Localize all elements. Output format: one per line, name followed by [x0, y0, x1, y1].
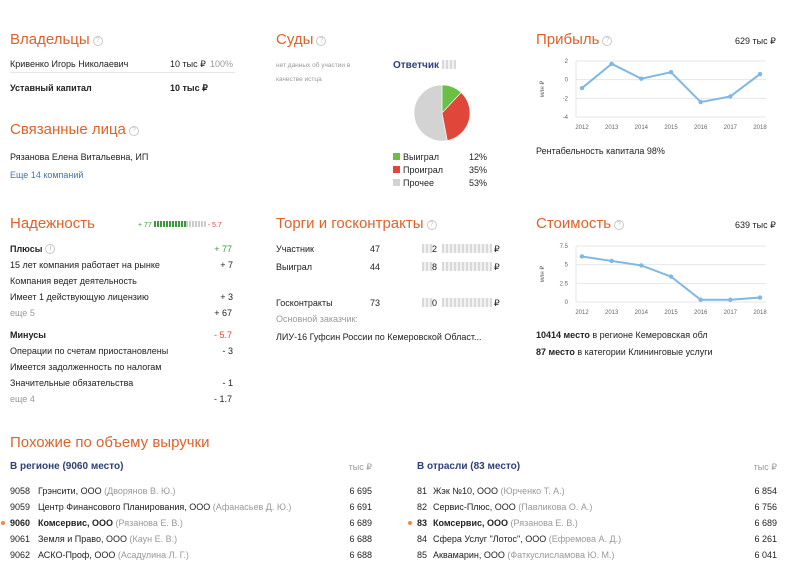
- company-director: (Ефремова А. Д.): [546, 534, 622, 544]
- reliability-item-text: Значительные обязательства: [10, 378, 134, 388]
- y-axis-label: млн ₽: [540, 265, 546, 283]
- x-tick-label: 2015: [664, 310, 678, 316]
- minus-more-value: - 1.7: [213, 394, 232, 404]
- series-line: [582, 64, 760, 102]
- plus-list: [10, 260, 233, 308]
- defendant-label: Ответчик: [393, 60, 456, 71]
- x-tick-label: 2017: [723, 125, 738, 131]
- blurred-value: [442, 60, 456, 69]
- y-axis-label: млн ₽: [540, 80, 546, 98]
- reliability-item[interactable]: [10, 362, 233, 378]
- profit-chart: [536, 55, 776, 135]
- y-tick-label: 0: [564, 77, 568, 84]
- similar-rank: 84: [417, 534, 428, 544]
- data-point[interactable]: [669, 274, 673, 278]
- tender-sum: 2: [432, 244, 438, 254]
- courts-title: Суды ?: [276, 31, 326, 48]
- x-tick-label: 2017: [723, 310, 738, 316]
- profit-title: Прибыль ?: [536, 31, 612, 48]
- similar-revenue: 6 688: [349, 534, 372, 544]
- similar-company[interactable]: [433, 502, 592, 512]
- pie-slice-3[interactable]: [414, 85, 447, 141]
- company-director: (Рязанова Е. В.): [113, 518, 183, 528]
- similar-row[interactable]: [10, 518, 372, 534]
- similar-row[interactable]: [10, 550, 372, 566]
- tender-count: 73: [370, 298, 381, 308]
- courts-legend: [393, 152, 493, 191]
- similar-revenue: 6 688: [349, 550, 372, 560]
- current-marker: [408, 521, 412, 525]
- data-point[interactable]: [639, 263, 643, 267]
- industry-header: В отрасли (83 место): [417, 461, 521, 472]
- similar-revenue: 6 689: [349, 518, 372, 528]
- reliability-item-value: - 3: [222, 346, 233, 356]
- cost-value: 639 тыс ₽: [735, 220, 776, 230]
- y-tick-label: -4: [562, 115, 568, 121]
- similar-company[interactable]: [433, 550, 615, 560]
- cost-chart: [536, 240, 776, 320]
- tender-row[interactable]: [276, 244, 506, 262]
- data-point[interactable]: [698, 298, 702, 302]
- similar-rank: 9058: [10, 486, 31, 496]
- data-point[interactable]: [609, 259, 613, 263]
- y-tick-label: -2: [562, 96, 568, 103]
- reliability-item-value: + 3: [220, 292, 233, 302]
- similar-rank: 9059: [10, 502, 31, 512]
- similar-rank: 82: [417, 502, 428, 512]
- legend-label: Проиграл: [393, 165, 443, 175]
- reliability-scale: + 77 - 5.7: [138, 222, 222, 229]
- similar-row[interactable]: [417, 486, 777, 502]
- legend-item: [393, 152, 493, 165]
- company-name[interactable]: Комсервис, ООО: [38, 518, 113, 528]
- similar-revenue: 6 261: [754, 534, 777, 544]
- y-tick-label: 2: [564, 59, 568, 65]
- company-name[interactable]: Центр Финансового Планирования, ООО: [38, 502, 211, 512]
- similar-rank: 85: [417, 550, 428, 560]
- data-point[interactable]: [609, 62, 613, 66]
- plus-more-value: + 67: [214, 308, 232, 318]
- tenders-title: Торги и госконтракты ?: [276, 215, 437, 232]
- currency-sign: ₽: [494, 298, 500, 308]
- x-tick-label: 2018: [753, 310, 767, 316]
- data-point[interactable]: [639, 77, 643, 81]
- similar-company[interactable]: [433, 486, 565, 496]
- similar-company[interactable]: [38, 486, 176, 496]
- divider: [10, 72, 235, 73]
- similar-company[interactable]: [38, 502, 291, 512]
- reliability-neutral-bar: [186, 221, 206, 227]
- help-icon[interactable]: ?: [602, 36, 612, 46]
- x-tick-label: 2014: [634, 310, 649, 316]
- related-person[interactable]: Рязанова Елена Витальевна, ИП: [10, 152, 149, 162]
- similar-row[interactable]: [417, 502, 777, 518]
- x-tick-label: 2014: [634, 125, 649, 131]
- profit-value: 629 тыс ₽: [735, 36, 776, 46]
- plus-label: Плюсы i: [10, 244, 55, 254]
- similar-company[interactable]: [433, 534, 621, 544]
- reliability-item-text: 15 лет компания работает на рынке: [10, 260, 160, 270]
- company-director: (Юрченко Т. А.): [498, 486, 565, 496]
- related-title: Связанные лица ?: [10, 121, 139, 138]
- reliability-plus-bar: [154, 221, 186, 227]
- data-point[interactable]: [669, 70, 673, 74]
- capital-label: Уставный капитал: [10, 83, 92, 93]
- reliability-item-text: Операции по счетам приостановлены: [10, 346, 169, 356]
- company-director: (Каун Е. В.): [126, 534, 178, 544]
- company-name[interactable]: Комсервис, ООО: [433, 518, 508, 528]
- similar-revenue: 6 689: [754, 518, 777, 528]
- reliability-item-value: - 1: [222, 378, 233, 388]
- reliability-item[interactable]: [10, 260, 233, 276]
- legend-pct: 35%: [469, 165, 488, 175]
- similar-row[interactable]: [10, 502, 372, 518]
- company-name[interactable]: Сфера Услуг "Лотос", ООО: [433, 534, 547, 544]
- reliability-item[interactable]: [10, 292, 233, 308]
- x-tick-label: 2016: [693, 310, 708, 316]
- tender-label: Госконтракты: [276, 298, 333, 308]
- industry-list: [417, 486, 777, 566]
- y-tick-label: 2.5: [559, 281, 568, 288]
- industry-unit: тыс ₽: [753, 462, 777, 472]
- reliability-item-text: Имеет 1 действующую лицензию: [10, 292, 149, 302]
- tender-label: Участник: [276, 244, 314, 254]
- data-point[interactable]: [728, 94, 732, 98]
- company-name[interactable]: Аквамарин, ООО: [433, 550, 505, 560]
- reliability-item[interactable]: [10, 276, 233, 292]
- info-icon[interactable]: i: [45, 244, 55, 254]
- region-unit: тыс ₽: [348, 462, 372, 472]
- company-name[interactable]: Земля и Право, ООО: [38, 534, 127, 544]
- similar-company[interactable]: [433, 518, 578, 528]
- minus-value: - 5.7: [213, 330, 232, 340]
- owner-share-pct: 100%: [210, 59, 234, 69]
- main-customer[interactable]: ЛИУ-16 Гуфсин России по Кемеровской Област...: [276, 332, 482, 342]
- company-name[interactable]: Грэнсити, ООО: [38, 486, 102, 496]
- minus-list: [10, 346, 233, 394]
- tender-count: 47: [370, 244, 381, 254]
- help-icon[interactable]: ?: [614, 220, 624, 230]
- owner-name[interactable]: Кривенко Игорь Николаевич: [10, 59, 129, 69]
- company-director: (Афанасьев Д. Ю.): [210, 502, 292, 512]
- legend-item: [393, 178, 493, 191]
- data-point[interactable]: [728, 298, 732, 302]
- company-name[interactable]: Сервис-Плюс, ООО: [433, 502, 516, 512]
- company-name[interactable]: АСКО-Проф, ООО: [38, 550, 116, 560]
- legend-swatch: [393, 179, 400, 186]
- customer-label: Основной заказчик:: [276, 314, 358, 324]
- data-point[interactable]: [758, 295, 762, 299]
- minus-label: Минусы: [10, 330, 46, 340]
- help-icon[interactable]: ?: [427, 220, 437, 230]
- similar-revenue: 6 041: [754, 550, 777, 560]
- more-companies-link[interactable]: Еще 14 компаний: [10, 170, 84, 180]
- reliability-title: Надежность: [10, 215, 95, 232]
- plus-more-link[interactable]: еще 5: [10, 308, 35, 318]
- data-point[interactable]: [580, 86, 584, 90]
- x-tick-label: 2013: [604, 310, 619, 316]
- y-tick-label: 0: [564, 300, 568, 306]
- data-point[interactable]: [580, 254, 584, 258]
- similar-rank: 83: [417, 518, 428, 528]
- similar-revenue: 6 691: [349, 502, 372, 512]
- similar-company[interactable]: [38, 518, 183, 528]
- region-list: [10, 486, 372, 566]
- legend-label: Прочее: [393, 178, 434, 188]
- similar-row[interactable]: [417, 518, 777, 534]
- help-icon[interactable]: ?: [129, 126, 139, 136]
- owners-title: Владельцы ?: [10, 31, 103, 48]
- y-tick-label: 7.5: [559, 244, 568, 250]
- tender-count: 44: [370, 262, 381, 272]
- capital-value: 10 тыс ₽: [170, 83, 208, 93]
- courts-pie-chart: [413, 84, 471, 142]
- minus-more-link[interactable]: еще 4: [10, 394, 35, 404]
- tender-sum: 0: [432, 298, 438, 308]
- help-icon[interactable]: ?: [93, 36, 103, 46]
- currency-sign: ₽: [494, 262, 500, 272]
- tender-row[interactable]: [276, 262, 506, 298]
- legend-swatch: [393, 166, 400, 173]
- blurred-value: [442, 262, 492, 271]
- x-tick-label: 2013: [604, 125, 619, 131]
- legend-pct: 12%: [469, 152, 488, 162]
- x-tick-label: 2012: [575, 125, 589, 131]
- similar-company[interactable]: [38, 550, 189, 560]
- reliability-item-text: Компания ведет деятельность: [10, 276, 137, 286]
- y-tick-label: 5: [564, 262, 568, 269]
- legend-label: Выиграл: [393, 152, 439, 162]
- no-plaintiff-note: нет данных об участии в качестве истца: [276, 62, 351, 83]
- similar-company[interactable]: [38, 534, 177, 544]
- similar-rank: 9061: [10, 534, 31, 544]
- similar-row[interactable]: [417, 534, 777, 550]
- reliability-item-value: + 7: [220, 260, 233, 270]
- reliability-item[interactable]: [10, 378, 233, 394]
- company-director: (Асадулина Л. Г.): [115, 550, 189, 560]
- help-icon[interactable]: ?: [316, 36, 326, 46]
- company-director: (Рязанова Е. В.): [508, 518, 578, 528]
- tender-sum: 8: [432, 262, 438, 272]
- plus-value: + 77: [214, 244, 232, 254]
- profit-ratio: Рентабельность капитала 98%: [536, 146, 665, 156]
- currency-sign: ₽: [494, 244, 500, 254]
- reliability-item[interactable]: [10, 346, 233, 362]
- similar-row[interactable]: [417, 550, 777, 566]
- x-tick-label: 2015: [664, 125, 678, 131]
- reliability-item-text: Имеется задолженность по налогам: [10, 362, 162, 372]
- legend-pct: 53%: [469, 178, 488, 188]
- similar-revenue: 6 756: [754, 502, 777, 512]
- similar-row[interactable]: [10, 534, 372, 550]
- current-marker: [1, 521, 5, 525]
- company-name[interactable]: Жэк №10, ООО: [433, 486, 499, 496]
- similar-revenue: 6 854: [754, 486, 777, 496]
- blurred-value: [442, 298, 492, 307]
- similar-rank: 81: [417, 486, 428, 496]
- company-director: (Павликова О. А.): [515, 502, 593, 512]
- region-rank: 10414 место в регионе Кемеровская обл: [536, 330, 708, 340]
- similar-rank: 9062: [10, 550, 31, 560]
- company-director: (Дворянов В. Ю.): [101, 486, 176, 496]
- x-tick-label: 2012: [575, 310, 589, 316]
- x-tick-label: 2018: [753, 125, 767, 131]
- similar-revenue: 6 695: [349, 486, 372, 496]
- legend-swatch: [393, 153, 400, 160]
- category-rank: 87 место в категории Клининговые услуги: [536, 347, 713, 357]
- blurred-value: [442, 244, 492, 253]
- x-tick-label: 2016: [693, 125, 708, 131]
- similar-row[interactable]: [10, 486, 372, 502]
- similar-title: Похожие по объему выручки: [10, 434, 210, 451]
- company-director: (Фаткуслисламова Ю. М.): [504, 550, 615, 560]
- similar-rank: 9060: [10, 518, 31, 528]
- legend-item: [393, 165, 493, 178]
- data-point[interactable]: [758, 72, 762, 76]
- tender-label: Выиграл: [276, 262, 313, 272]
- cost-title: Стоимость ?: [536, 215, 624, 232]
- data-point[interactable]: [698, 100, 702, 104]
- owner-share-amount: 10 тыс ₽: [170, 59, 206, 69]
- region-header: В регионе (9060 место): [10, 461, 124, 472]
- tenders-rows: [276, 244, 506, 316]
